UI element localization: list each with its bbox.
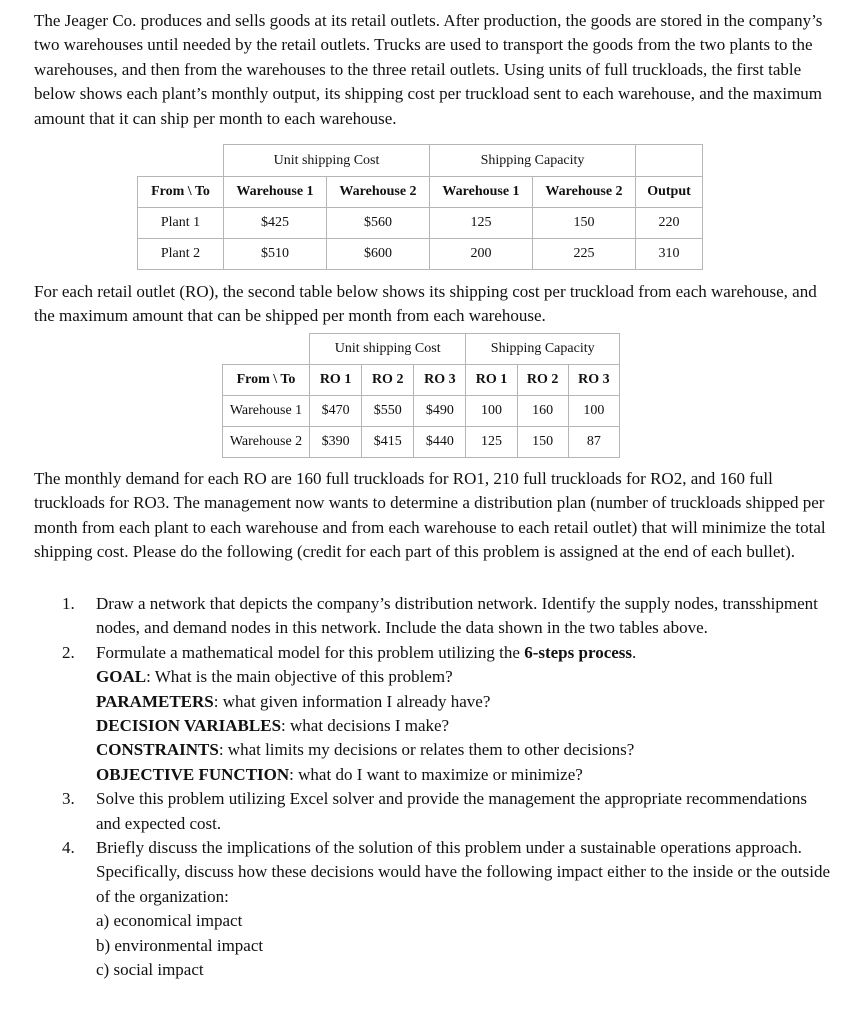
table1-cell: 220 (636, 208, 703, 239)
table-row (138, 239, 703, 270)
table2-header: RO 2 (362, 365, 414, 396)
item-text: Draw a network that depicts the company’s distribution network. Identify the supply nodes, transshipment nodes, and demand nodes in this network. Include the data shown in the two tables above. (96, 594, 818, 638)
item-number: 1. (62, 594, 75, 613)
table1-header: Warehouse 1 (430, 177, 533, 208)
demand-paragraph: The monthly demand for each RO are 160 full truckloads for RO1, 210 full truckloads for RO2, and 160 full truckloads for RO3. The management now wants to determine a distribution plan (number of truckloads shipped per month from each plant to each warehouse and from each warehouse to each retail outlet) that will minimize the total shipping cost. Please do the following (credit for each part of this problem is assigned at the end of each bullet). (34, 469, 826, 562)
table1-cell: Plant 1 (138, 208, 224, 239)
table1-cell: 150 (533, 208, 636, 239)
table1-cell: Plant 2 (138, 239, 224, 270)
item-text: . (632, 642, 637, 662)
item-number: 4. (62, 838, 75, 858)
table2-header: RO 3 (568, 365, 619, 396)
table1-cell: 200 (430, 239, 533, 270)
table1-group-cost: Unit shipping Cost (224, 145, 430, 177)
table1-cell: 310 (636, 239, 703, 270)
table1-cell: $425 (224, 208, 327, 239)
table2-cell: 100 (568, 396, 619, 427)
table1-cell: $600 (327, 239, 430, 270)
table1-cell: $560 (327, 208, 430, 239)
table1-header: Warehouse 2 (327, 177, 430, 208)
table1-output-spacer (636, 145, 703, 177)
table1-header: Warehouse 1 (224, 177, 327, 208)
table2-header: RO 1 (310, 365, 362, 396)
step-goal: GOAL: What is the main objective of this problem? (96, 667, 453, 687)
table-row (223, 396, 620, 427)
list-item (62, 592, 832, 641)
step-constraints: CONSTRAINTS: what limits my decisions or relates them to other decisions? (96, 740, 635, 760)
table1-corner (138, 145, 224, 177)
table2-cell: 160 (517, 396, 568, 427)
item-number: 2. (62, 642, 75, 662)
item-number: 3. (62, 789, 75, 809)
table2-header: RO 3 (414, 365, 466, 396)
list-item (62, 836, 832, 982)
intro-paragraph: The Jeager Co. produces and sells goods at its retail outlets. After production, the goods are stored in the company’s two warehouses until needed by the retail outlets. Trucks are used to transport the goods from the two plants to the warehouses, and then from the warehouses to the three retail outlets. Using units of full truckloads, the first table below shows each plant’s monthly output, its shipping cost per truckload sent to each warehouse, and the maximum amount that it can ship per month to each warehouse. (34, 11, 823, 128)
table2-cell: $415 (362, 427, 414, 458)
plant-warehouse-table (137, 144, 703, 270)
item-text: Solve this problem utilizing Excel solver and provide the management the appropriate recommendations and expected cost. (96, 789, 807, 833)
retail-outlet-paragraph: For each retail outlet (RO), the second table below shows its shipping cost per truckload from each warehouse, and the maximum amount that can be shipped per month from each warehouse. (34, 282, 817, 326)
table1-cell: 225 (533, 239, 636, 270)
table2-group-capacity: Shipping Capacity (466, 334, 620, 365)
table2-cell: Warehouse 2 (223, 427, 310, 458)
table2-header: RO 2 (517, 365, 568, 396)
step-decision-variables: DECISION VARIABLES: what decisions I make? (96, 716, 450, 736)
item-text-bold: 6-steps process (524, 642, 633, 662)
table2-cell: Warehouse 1 (223, 396, 310, 427)
table-row (138, 208, 703, 239)
list-item (62, 787, 832, 836)
table1-group-capacity: Shipping Capacity (430, 145, 636, 177)
table1-cell: $510 (224, 239, 327, 270)
table1-header: From \ To (138, 177, 224, 208)
table2-cell: 87 (568, 427, 619, 458)
task-list (62, 592, 832, 983)
item-text: Formulate a mathematical model for this problem utilizing the (96, 642, 525, 662)
table2-cell: $470 (310, 396, 362, 427)
table2-cell: $390 (310, 427, 362, 458)
item-text: Briefly discuss the implications of the solution of this problem under a sustainable operations approach. Specifically, discuss how these decisions would have the following impact either to the inside or the outside of the organization: (96, 838, 830, 906)
table-row (223, 427, 620, 458)
table2-cell: $490 (414, 396, 466, 427)
table2-cell: 100 (466, 396, 517, 427)
table1-header: Warehouse 2 (533, 177, 636, 208)
table2-cell: $440 (414, 427, 466, 458)
impact-environmental: b) environmental impact (96, 935, 264, 955)
table2-header: From \ To (223, 365, 310, 396)
table2-cell: 125 (466, 427, 517, 458)
table1-header: Output (636, 177, 703, 208)
table2-group-cost: Unit shipping Cost (310, 334, 466, 365)
table2-cell: $550 (362, 396, 414, 427)
table2-header: RO 1 (466, 365, 517, 396)
table2-corner (223, 334, 310, 365)
impact-social: c) social impact (96, 960, 204, 980)
table1-cell: 125 (430, 208, 533, 239)
table2-cell: 150 (517, 427, 568, 458)
step-parameters: PARAMETERS: what given information I already have? (96, 691, 491, 711)
step-objective-function: OBJECTIVE FUNCTION: what do I want to maximize or minimize? (96, 764, 583, 784)
list-item (62, 641, 832, 787)
warehouse-retail-table (222, 333, 620, 458)
impact-economical: a) economical impact (96, 911, 243, 931)
